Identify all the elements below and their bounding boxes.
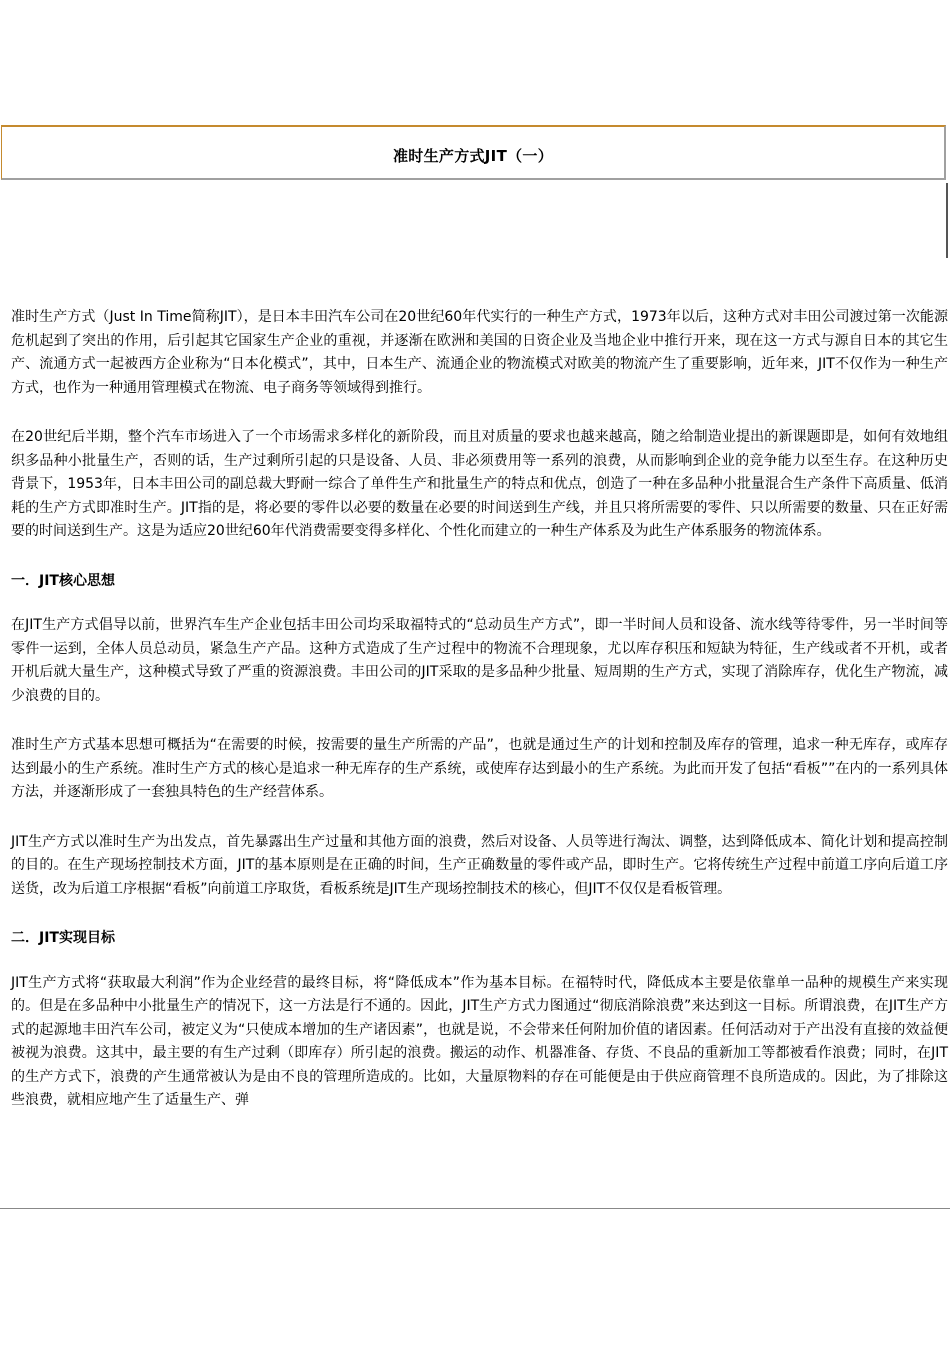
document-body xyxy=(11,306,948,1139)
page-cutoff-rule xyxy=(0,1208,950,1345)
paragraph-intro-1: 准时生产方式（Just In Time简称JIT），是日本丰田汽车公司在20世纪60年代实行的一种生产方式，1973年以后，这种方式对丰田公司渡过第一次能源危机起到了突出的作用，后引起其它国家生产企业的重视，并逐渐在欧洲和美国的日资企业及当地企业中推行开来，现在这一方式与源自日本的其它生产、流通方式一起被西方企业称为“日本化模式”，其中，日本生产、流通企业的物流模式对欧美的物流产生了重要影响，近年来，JIT不仅作为一种生产方式，也作为一种通用管理模式在物流、电子商务等领域得到推行。 xyxy=(11,309,948,396)
side-rule xyxy=(946,183,948,258)
paragraph-core-2: 准时生产方式基本思想可概括为“在需要的时候，按需要的量生产所需的产品”，也就是通过生产的计划和控制及库存的管理，追求一种无库存，或库存达到最小的生产系统。准时生产方式的核心是追求一种无库存的生产系统，或使库存达到最小的生产系统。为此而开发了包括“看板””在内的一系列具体方法，并逐渐形成了一套独具特色的生产经营体系。 xyxy=(11,737,948,800)
paragraph-core-1: 在JIT生产方式倡导以前，世界汽车生产企业包括丰田公司均采取福特式的“总动员生产方式”，即一半时间人员和设备、流水线等待零件，另一半时间等零件一运到，全体人员总动员，紧急生产产品。这种方式造成了生产过程中的物流不合理现象，尤以库存积压和短缺为特征，生产线或者不开机，或者开机后就大量生产，这种模式导致了严重的资源浪费。丰田公司的JIT采取的是多品种少批量、短周期的生产方式，实现了消除库存，优化生产物流，减少浪费的目的。 xyxy=(11,617,948,704)
paragraph-intro-2: 在20世纪后半期，整个汽车市场进入了一个市场需求多样化的新阶段，而且对质量的要求也越来越高，随之给制造业提出的新课题即是，如何有效地组织多品种小批量生产，否则的话，生产过剩所引起的只是设备、人员、非必须费用等一系列的浪费，从而影响到企业的竞争能力以至生存。在这种历史背景下，1953年，日本丰田公司的副总裁大野耐一综合了单件生产和批量生产的特点和优点，创造了一种在多品种小批量混合生产条件下高质量、低消耗的生产方式即准时生产。JIT指的是，将必要的零件以必要的数量在必要的时间送到生产线，并且只将所需要的零件、只以所需要的数量、只在正好需要的时间送到生产。这是为适应20世纪60年代消费需要变得多样化、个性化而建立的一种生产体系及为此生产体系服务的物流体系。 xyxy=(11,429,948,539)
page-title: 准时生产方式JIT（一） xyxy=(393,147,553,165)
paragraph-goal-1: JIT生产方式将“获取最大利润”作为企业经营的最终目标，将“降低成本”作为基本目标。在福特时代，降低成本主要是依靠单一品种的规模生产来实现的。但是在多品种中小批量生产的情况下，这一方法是行不通的。因此，JIT生产方式力图通过“彻底消除浪费”来达到这一目标。所谓浪费，在JIT生产方式的起源地丰田汽车公司，被定义为“只使成本增加的生产诸因素”，也就是说，不会带来任何附加价值的诸因素。任何活动对于产出没有直接的效益便被视为浪费。这其中，最主要的有生产过剩（即库存）所引起的浪费。搬运的动作、机器准备、存货、不良品的重新加工等都被看作浪费；同时，在JIT的生产方式下，浪费的产生通常被认为是由不良的管理所造成的。比如，大量原物料的存在可能便是由于供应商管理不良所造成的。因此，为了排除这些浪费，就相应地产生了适量生产、弹 xyxy=(11,974,948,1108)
section-heading-goal: 二．JIT实现目标 xyxy=(11,930,115,946)
title-box xyxy=(1,125,946,180)
paragraph-core-3: JIT生产方式以准时生产为出发点，首先暴露出生产过量和其他方面的浪费，然后对设备、人员等进行淘汰、调整，达到降低成本、简化计划和提高控制的目的。在生产现场控制技术方面，JIT的基本原则是在正确的时间，生产正确数量的零件或产品，即时生产。它将传统生产过程中前道工序向后道工序送货，改为后道工序根据“看板”向前道工序取货，看板系统是JIT生产现场控制技术的核心，但JIT不仅仅是看板管理。 xyxy=(11,833,948,897)
section-heading-core: 一．JIT核心思想 xyxy=(11,572,115,589)
